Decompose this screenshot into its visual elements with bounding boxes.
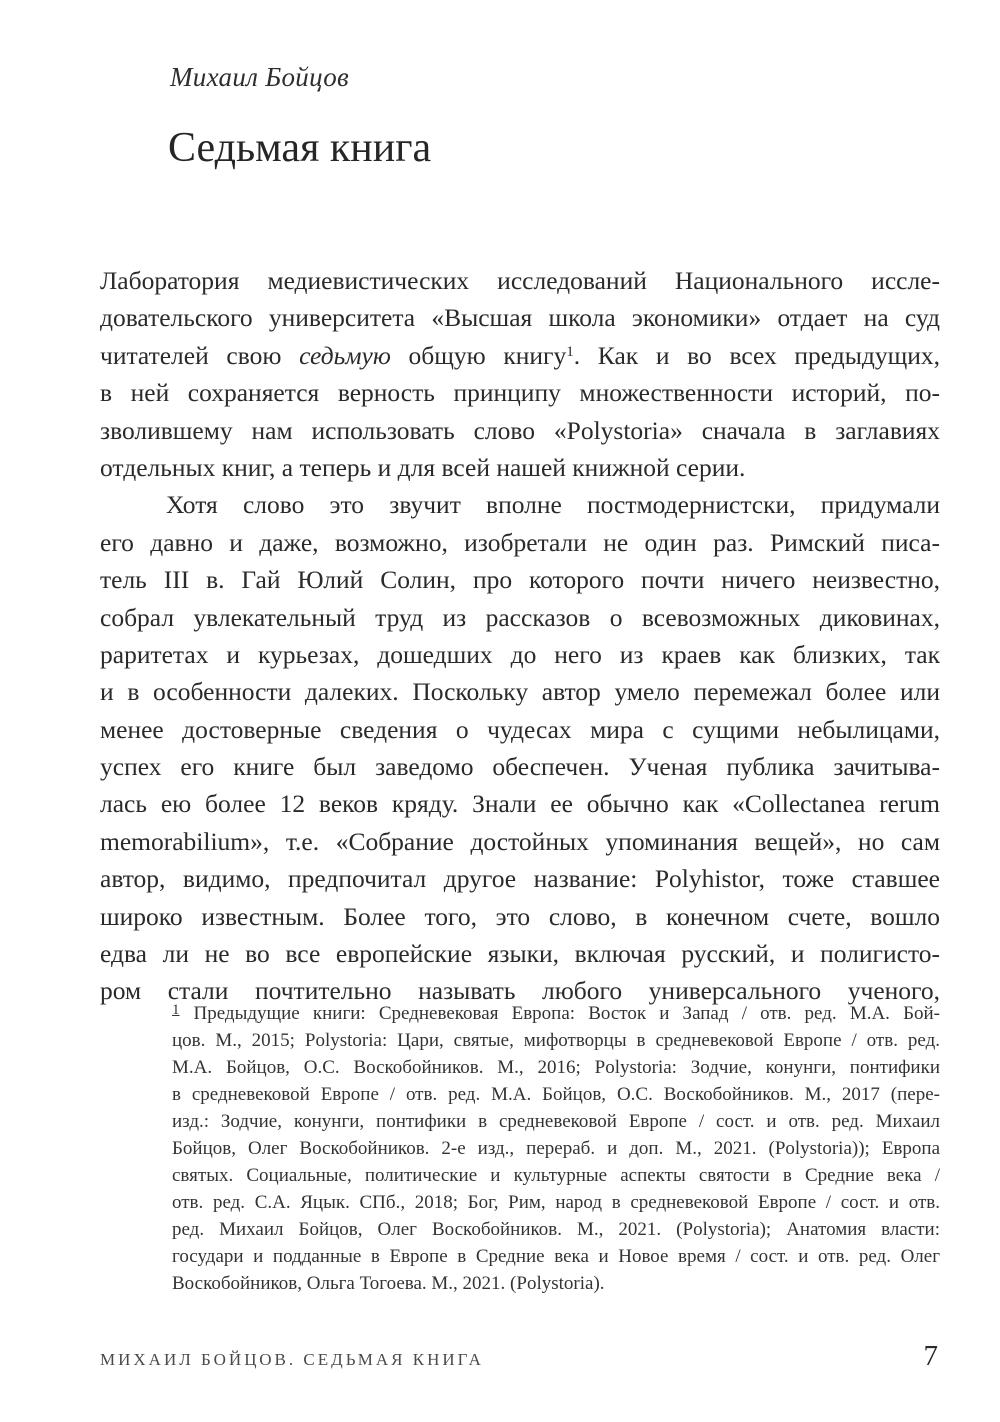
- text-line: собрал увлекательный труд из рассказов о всевозможных диковинах,: [100, 602, 940, 632]
- footnote-line: отв. ред. С.А. Яцык. СПб., 2018; Бог, Рим, народ в средневековой Европе / сост. и отв.: [172, 1192, 940, 1213]
- text-segment: общую книгу: [390, 340, 567, 370]
- footnote-line: изд.: Зодчие, конунги, понтифики в средневековой Европе / сост. и отв. ред. Михаил: [172, 1111, 940, 1132]
- footnote-line: М.А. Бойцов, О.С. Воскобойников. М., 2016; Polystoria: Зодчие, конунги, понтифики: [172, 1057, 940, 1078]
- text-line: автор, видимо, предпочитал другое название: Polyhistor, тоже ставшее: [100, 864, 940, 894]
- main-text: [100, 262, 940, 1010]
- footnote: [172, 1000, 940, 1297]
- footnote-line: в средневековой Европе / отв. ред. М.А. Бойцов, О.С. Воскобойников. М., 2017 (пере-: [172, 1084, 940, 1105]
- footnote-line: Воскобойников, Ольга Тогоева. М., 2021. (Polystoria).: [172, 1273, 605, 1294]
- text-line: [100, 337, 940, 374]
- footnote-line: святых. Социальные, политические и культурные аспекты святости в Средние века /: [172, 1165, 940, 1186]
- text-line: лась ею более 12 веков кряду. Знали ее обычно как «Collectanea rerum: [100, 789, 940, 819]
- chapter-title: Седьмая книга: [168, 125, 432, 171]
- text-line: менее достоверные сведения о чудесах мира с сущими небылицами,: [100, 714, 940, 744]
- footnote-reference[interactable]: 1: [566, 343, 574, 360]
- text-segment: . Как и во всех предыдущих,: [573, 340, 940, 370]
- footnote-line: 1 Предыдущие книги: Средневековая Европа: Восток и Запад / отв. ред. М.А. Бой-: [172, 1001, 940, 1024]
- text-line: широко известным. Более того, это слово, в конечном счете, вошло: [100, 901, 940, 931]
- footnote-line: цов. М., 2015; Polystoria: Цари, святые, мифотворцы в средневековой Европе / отв. ред.: [172, 1030, 940, 1051]
- text-line: зволившему нам использовать слово «Polystoria» сначала в заглавиях: [100, 415, 940, 445]
- footnote-line: ред. Михаил Бойцов, Олег Воскобойников. М., 2021. (Polystoria); Анатомия власти:: [172, 1219, 940, 1240]
- text-line: и в особенности далеких. Поскольку автор умело перемежал более или: [100, 677, 940, 707]
- author-name: Михаил Бойцов: [170, 62, 350, 92]
- page-number: 7: [923, 1340, 938, 1372]
- text-line: тель III в. Гай Юлий Солин, про которого почти ничего неизвестно,: [100, 565, 940, 595]
- text-line: едва ли не во все европейские языки, включая русский, и полигисто-: [100, 939, 940, 969]
- text-line: его давно и даже, возможно, изобретали не один раз. Римский писа-: [100, 527, 940, 557]
- text-line: memorabilium», т.е. «Собрание достойных упоминания вещей», но сам: [100, 826, 940, 856]
- footnote-text: Предыдущие книги: Средневековая Европа: Восток и Запад / отв. ред. М.А. Бой-: [193, 1003, 940, 1024]
- text-line: ром стали почтительно называть любого универсального ученого,: [100, 976, 940, 1006]
- text-line: отдельных книг, а теперь и для всей нашей книжной серии.: [100, 452, 746, 482]
- footnote-line: государи и подданные в Европе в Средние века и Новое время / сост. и отв. ред. Олег: [172, 1246, 940, 1267]
- italic-word: седьмую: [299, 340, 391, 370]
- text-line: Лаборатория медиевистических исследований Национального иссле-: [100, 266, 940, 295]
- text-segment: читателей свою: [100, 340, 300, 370]
- text-line: Хотя слово это звучит вполне постмодернистски, придумали: [166, 490, 940, 520]
- text-line: раритетах и курьезах, дошедших до него из краев как близких, так: [100, 639, 940, 669]
- running-footer: МИХАИЛ БОЙЦОВ. СЕДЬМАЯ КНИГА: [100, 1350, 484, 1369]
- text-line: в ней сохраняется верность принципу множественности историй, по-: [100, 378, 940, 408]
- footnote-line: Бойцов, Олег Воскобойников. 2-е изд., перераб. и доп. М., 2021. (Polystoria)); Европа: [172, 1138, 940, 1159]
- text-line: довательского университета «Высшая школа экономики» отдает на суд: [100, 303, 940, 333]
- text-line: успех его книге был заведомо обеспечен. Ученая публика зачитыва-: [100, 752, 940, 782]
